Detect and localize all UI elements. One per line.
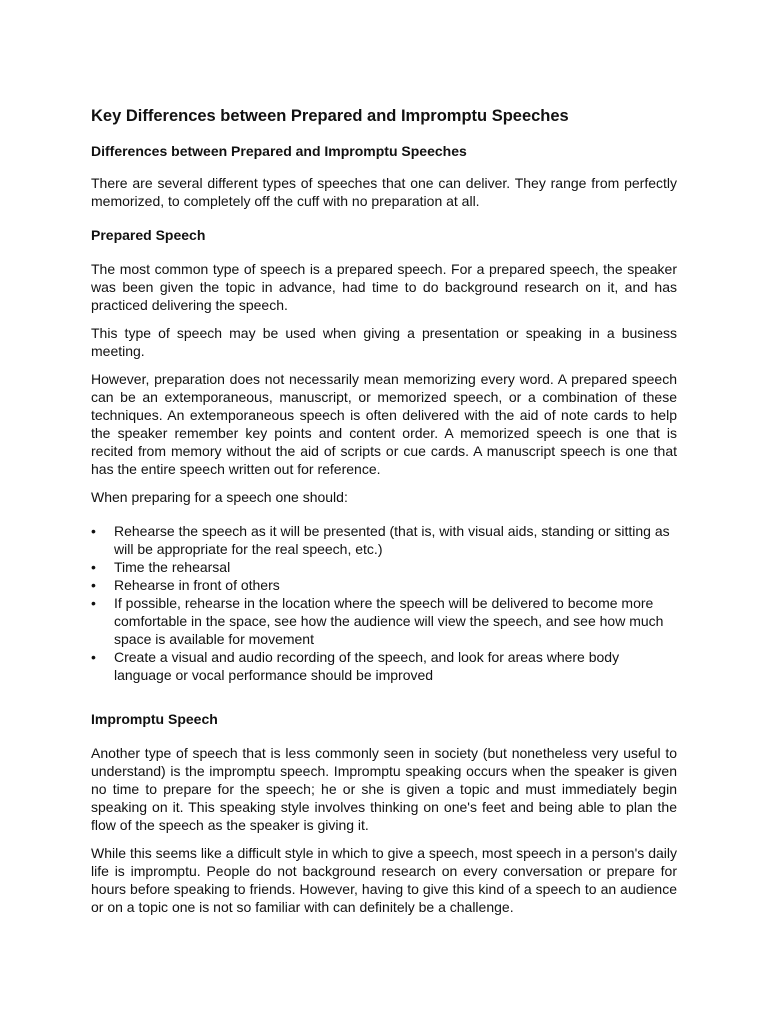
prepared-paragraph-3: However, preparation does not necessarily mean memorizing every word. A prepared speech can be an extemporaneous, manuscript, or memorized speech, or a combination of these techniques. An extemporaneous speech is often delivered with the aid of note cards to help the speaker remember key points and content order. A memorized speech is one that is recited from memory without the aid of scripts or cue cards. A manuscript speech is one that has the entire speech written out for reference. [91, 371, 677, 477]
list-item-text: Create a visual and audio recording of the speech, and look for areas where body language or vocal performance should be improved [114, 649, 620, 683]
intro-paragraph: There are several different types of speeches that one can deliver. They range from perfectly memorized, to completely off the cuff with no preparation at all. [91, 175, 677, 209]
list-item [91, 594, 677, 648]
list-item [91, 522, 677, 558]
impromptu-paragraph-2: While this seems like a difficult style in which to give a speech, most speech in a person's daily life is impromptu. People do not background research on every conversation or prepare for hours before speaking to friends. However, having to give this kind of a speech to an audience or on a topic one is not so familiar with can definitely be a challenge. [91, 845, 677, 915]
prepared-paragraph-1: The most common type of speech is a prepared speech. For a prepared speech, the speaker was been given the topic in advance, had time to do background research on it, and has practiced delivering the speech. [91, 261, 677, 313]
bullet-icon: • [91, 649, 96, 665]
list-item-text: Time the rehearsal [114, 559, 231, 575]
section-subtitle: Differences between Prepared and Impromptu Speeches [91, 143, 467, 159]
document-title: Key Differences between Prepared and Impromptu Speeches [91, 107, 569, 125]
list-item-text: If possible, rehearse in the location where the speech will be delivered to become more comfortable in the space, see how the audience will view the speech, and see how much space is available for movement [114, 595, 664, 647]
bullet-icon: • [91, 577, 96, 593]
list-item-text: Rehearse the speech as it will be presented (that is, with visual aids, standing or sitting as will be appropriate for the real speech, etc.) [114, 523, 670, 557]
prepared-speech-heading: Prepared Speech [91, 227, 206, 243]
list-intro: When preparing for a speech one should: [91, 489, 348, 505]
prepared-paragraph-2: This type of speech may be used when giving a presentation or speaking in a business meeting. [91, 325, 677, 359]
impromptu-speech-heading: Impromptu Speech [91, 711, 218, 727]
document-page [91, 104, 677, 916]
impromptu-paragraph-1: Another type of speech that is less commonly seen in society (but nonetheless very useful to understand) is the impromptu speech. Impromptu speaking occurs when the speaker is given no time to prepare for the speech; he or she is given a topic and must immediately begin speaking on it. This speaking style involves thinking on one's feet and being able to plan the flow of the speech as the speaker is giving it. [91, 745, 677, 833]
bullet-icon: • [91, 523, 96, 539]
bullet-icon: • [91, 595, 96, 611]
preparation-tips-list [91, 522, 677, 684]
bullet-icon: • [91, 559, 96, 575]
list-item [91, 576, 677, 594]
list-item [91, 648, 677, 684]
list-item [91, 558, 677, 576]
list-item-text: Rehearse in front of others [114, 577, 280, 593]
